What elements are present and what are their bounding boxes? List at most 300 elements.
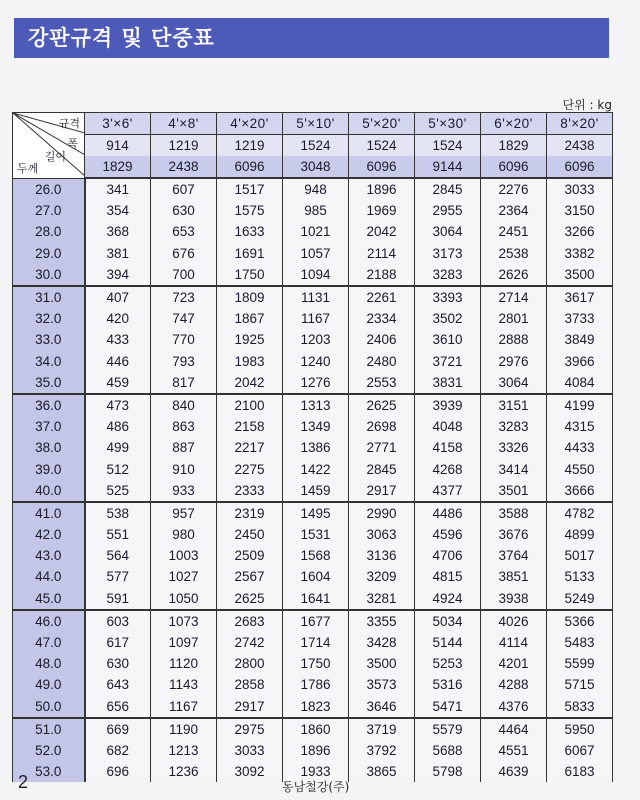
weight-cell: 2698 bbox=[349, 416, 415, 437]
weight-cell: 3283 bbox=[415, 264, 481, 286]
weight-cell: 5798 bbox=[415, 761, 481, 782]
table-row bbox=[13, 351, 613, 372]
weight-cell: 1633 bbox=[217, 221, 283, 242]
weight-cell: 2480 bbox=[349, 351, 415, 372]
length-header-row bbox=[13, 156, 613, 178]
weight-cell: 4550 bbox=[547, 458, 613, 479]
thickness-cell: 53.0 bbox=[13, 761, 85, 782]
corner-width-label: 폭 bbox=[67, 138, 78, 150]
thickness-cell: 27.0 bbox=[13, 200, 85, 221]
weight-cell: 2888 bbox=[481, 329, 547, 350]
weight-cell: 4315 bbox=[547, 416, 613, 437]
weight-cell: 3646 bbox=[349, 696, 415, 718]
width-header-cell: 1524 bbox=[349, 135, 415, 157]
corner-spec-label: 규격 bbox=[58, 118, 80, 130]
table-row bbox=[13, 458, 613, 479]
weight-cell: 4899 bbox=[547, 524, 613, 545]
weight-cell: 1750 bbox=[283, 653, 349, 674]
table-row bbox=[13, 696, 613, 718]
weight-cell: 2858 bbox=[217, 674, 283, 695]
table-row bbox=[13, 437, 613, 458]
width-header-cell: 1829 bbox=[481, 135, 547, 157]
weight-cell: 1073 bbox=[151, 610, 217, 632]
weight-cell: 1276 bbox=[283, 372, 349, 394]
weight-cell: 3849 bbox=[547, 329, 613, 350]
weight-cell: 630 bbox=[85, 653, 151, 674]
weight-cell: 2714 bbox=[481, 286, 547, 308]
weight-cell: 3033 bbox=[547, 178, 613, 200]
table-row bbox=[13, 610, 613, 632]
weight-cell: 2334 bbox=[349, 308, 415, 329]
weight-cell: 1240 bbox=[283, 351, 349, 372]
length-header-cell: 6096 bbox=[217, 156, 283, 178]
weight-cell: 1349 bbox=[283, 416, 349, 437]
weight-cell: 1050 bbox=[151, 588, 217, 610]
weight-cell: 2917 bbox=[217, 696, 283, 718]
length-header-cell: 6096 bbox=[547, 156, 613, 178]
weight-cell: 3355 bbox=[349, 610, 415, 632]
thickness-cell: 35.0 bbox=[13, 372, 85, 394]
weight-cell: 3393 bbox=[415, 286, 481, 308]
weight-cell: 1860 bbox=[283, 718, 349, 740]
weight-cell: 3851 bbox=[481, 566, 547, 587]
thickness-cell: 42.0 bbox=[13, 524, 85, 545]
company-name: 동남철강(주) bbox=[282, 780, 350, 794]
weight-cell: 3966 bbox=[547, 351, 613, 372]
weight-cell: 3610 bbox=[415, 329, 481, 350]
weight-cell: 2553 bbox=[349, 372, 415, 394]
thickness-cell: 28.0 bbox=[13, 221, 85, 242]
table-row bbox=[13, 308, 613, 329]
weight-cell: 2450 bbox=[217, 524, 283, 545]
weight-cell: 5950 bbox=[547, 718, 613, 740]
length-header-cell: 1829 bbox=[85, 156, 151, 178]
page-number: 2 bbox=[18, 772, 29, 792]
thickness-cell: 33.0 bbox=[13, 329, 85, 350]
weight-cell: 591 bbox=[85, 588, 151, 610]
corner-thickness-label: 두께 bbox=[17, 163, 39, 175]
weight-cell: 5483 bbox=[547, 632, 613, 653]
weight-cell: 1969 bbox=[349, 200, 415, 221]
weight-cell: 1057 bbox=[283, 243, 349, 264]
weight-cell: 2976 bbox=[481, 351, 547, 372]
thickness-cell: 39.0 bbox=[13, 458, 85, 479]
weight-cell: 4377 bbox=[415, 480, 481, 502]
weight-cell: 1097 bbox=[151, 632, 217, 653]
width-header-cell: 2438 bbox=[547, 135, 613, 157]
thickness-cell: 34.0 bbox=[13, 351, 85, 372]
thickness-cell: 51.0 bbox=[13, 718, 85, 740]
page-title: 강판규격 및 단중표 bbox=[28, 26, 215, 50]
thickness-cell: 36.0 bbox=[13, 394, 85, 416]
weight-cell: 643 bbox=[85, 674, 151, 695]
weight-cell: 1786 bbox=[283, 674, 349, 695]
weight-cell: 1094 bbox=[283, 264, 349, 286]
weight-cell: 551 bbox=[85, 524, 151, 545]
weight-cell: 4158 bbox=[415, 437, 481, 458]
weight-cell: 3733 bbox=[547, 308, 613, 329]
weight-cell: 4084 bbox=[547, 372, 613, 394]
weight-cell: 793 bbox=[151, 351, 217, 372]
weight-cell: 1691 bbox=[217, 243, 283, 264]
weight-cell: 6067 bbox=[547, 740, 613, 761]
weight-cell: 525 bbox=[85, 480, 151, 502]
table-row bbox=[13, 588, 613, 610]
weight-cell: 1027 bbox=[151, 566, 217, 587]
weight-cell: 1925 bbox=[217, 329, 283, 350]
table-row bbox=[13, 394, 613, 416]
weight-cell: 980 bbox=[151, 524, 217, 545]
weight-table bbox=[12, 112, 613, 782]
weight-cell: 696 bbox=[85, 761, 151, 782]
table-row bbox=[13, 545, 613, 566]
size-header-cell: 6'×20' bbox=[481, 113, 547, 135]
weight-cell: 577 bbox=[85, 566, 151, 587]
weight-cell: 341 bbox=[85, 178, 151, 200]
weight-cell: 5715 bbox=[547, 674, 613, 695]
table-row bbox=[13, 243, 613, 264]
weight-cell: 1531 bbox=[283, 524, 349, 545]
weight-cell: 4815 bbox=[415, 566, 481, 587]
weight-cell: 5366 bbox=[547, 610, 613, 632]
weight-cell: 1167 bbox=[283, 308, 349, 329]
thickness-cell: 45.0 bbox=[13, 588, 85, 610]
weight-cell: 3721 bbox=[415, 351, 481, 372]
weight-cell: 2406 bbox=[349, 329, 415, 350]
weight-cell: 486 bbox=[85, 416, 151, 437]
weight-cell: 1750 bbox=[217, 264, 283, 286]
weight-cell: 4486 bbox=[415, 502, 481, 524]
weight-cell: 682 bbox=[85, 740, 151, 761]
weight-cell: 3064 bbox=[481, 372, 547, 394]
weight-cell: 3209 bbox=[349, 566, 415, 587]
width-header-cell: 1524 bbox=[283, 135, 349, 157]
weight-cell: 4268 bbox=[415, 458, 481, 479]
weight-cell: 5034 bbox=[415, 610, 481, 632]
weight-cell: 840 bbox=[151, 394, 217, 416]
weight-cell: 933 bbox=[151, 480, 217, 502]
weight-cell: 2801 bbox=[481, 308, 547, 329]
weight-cell: 3500 bbox=[547, 264, 613, 286]
weight-cell: 2625 bbox=[217, 588, 283, 610]
weight-cell: 2333 bbox=[217, 480, 283, 502]
weight-cell: 3266 bbox=[547, 221, 613, 242]
weight-cell: 4288 bbox=[481, 674, 547, 695]
table-row bbox=[13, 566, 613, 587]
width-header-cell: 1524 bbox=[415, 135, 481, 157]
weight-cell: 2845 bbox=[349, 458, 415, 479]
weight-cell: 4026 bbox=[481, 610, 547, 632]
weight-cell: 3764 bbox=[481, 545, 547, 566]
weight-cell: 1677 bbox=[283, 610, 349, 632]
width-header-cell: 1219 bbox=[151, 135, 217, 157]
weight-cell: 538 bbox=[85, 502, 151, 524]
weight-cell: 2800 bbox=[217, 653, 283, 674]
weight-cell: 2955 bbox=[415, 200, 481, 221]
weight-cell: 407 bbox=[85, 286, 151, 308]
weight-cell: 2538 bbox=[481, 243, 547, 264]
thickness-cell: 29.0 bbox=[13, 243, 85, 264]
table-row bbox=[13, 286, 613, 308]
weight-cell: 957 bbox=[151, 502, 217, 524]
size-header-cell: 8'×20' bbox=[547, 113, 613, 135]
weight-cell: 3063 bbox=[349, 524, 415, 545]
thickness-cell: 43.0 bbox=[13, 545, 85, 566]
weight-cell: 1190 bbox=[151, 718, 217, 740]
table-row bbox=[13, 653, 613, 674]
size-header-cell: 5'×10' bbox=[283, 113, 349, 135]
weight-cell: 2567 bbox=[217, 566, 283, 587]
thickness-cell: 26.0 bbox=[13, 178, 85, 200]
weight-cell: 3092 bbox=[217, 761, 283, 782]
thickness-cell: 48.0 bbox=[13, 653, 85, 674]
weight-cell: 5249 bbox=[547, 588, 613, 610]
weight-cell: 3588 bbox=[481, 502, 547, 524]
width-header-cell: 1219 bbox=[217, 135, 283, 157]
weight-cell: 3414 bbox=[481, 458, 547, 479]
size-header-cell: 5'×20' bbox=[349, 113, 415, 135]
thickness-cell: 47.0 bbox=[13, 632, 85, 653]
weight-cell: 1823 bbox=[283, 696, 349, 718]
table-row bbox=[13, 674, 613, 695]
weight-cell: 354 bbox=[85, 200, 151, 221]
weight-cell: 6183 bbox=[547, 761, 613, 782]
weight-cell: 2188 bbox=[349, 264, 415, 286]
length-header-cell: 9144 bbox=[415, 156, 481, 178]
table-row bbox=[13, 178, 613, 200]
weight-cell: 4048 bbox=[415, 416, 481, 437]
weight-cell: 3676 bbox=[481, 524, 547, 545]
weight-cell: 1131 bbox=[283, 286, 349, 308]
weight-cell: 3939 bbox=[415, 394, 481, 416]
weight-cell: 3500 bbox=[349, 653, 415, 674]
weight-cell: 2158 bbox=[217, 416, 283, 437]
table-row bbox=[13, 502, 613, 524]
weight-cell: 1143 bbox=[151, 674, 217, 695]
weight-cell: 5833 bbox=[547, 696, 613, 718]
weight-cell: 723 bbox=[151, 286, 217, 308]
weight-cell: 5017 bbox=[547, 545, 613, 566]
weight-cell: 1714 bbox=[283, 632, 349, 653]
weight-cell: 863 bbox=[151, 416, 217, 437]
page-title-banner bbox=[14, 18, 609, 58]
thickness-cell: 37.0 bbox=[13, 416, 85, 437]
weight-cell: 1021 bbox=[283, 221, 349, 242]
weight-cell: 607 bbox=[151, 178, 217, 200]
weight-cell: 2319 bbox=[217, 502, 283, 524]
corner-header-cell bbox=[13, 113, 85, 179]
weight-cell: 5599 bbox=[547, 653, 613, 674]
weight-cell: 2114 bbox=[349, 243, 415, 264]
weight-cell: 1604 bbox=[283, 566, 349, 587]
weight-cell: 2451 bbox=[481, 221, 547, 242]
weight-cell: 2917 bbox=[349, 480, 415, 502]
weight-cell: 1459 bbox=[283, 480, 349, 502]
weight-cell: 3617 bbox=[547, 286, 613, 308]
width-header-cell: 914 bbox=[85, 135, 151, 157]
weight-cell: 617 bbox=[85, 632, 151, 653]
weight-cell: 3792 bbox=[349, 740, 415, 761]
weight-cell: 4782 bbox=[547, 502, 613, 524]
thickness-cell: 52.0 bbox=[13, 740, 85, 761]
weight-cell: 1896 bbox=[283, 740, 349, 761]
thickness-cell: 30.0 bbox=[13, 264, 85, 286]
weight-cell: 3173 bbox=[415, 243, 481, 264]
size-header-cell: 4'×8' bbox=[151, 113, 217, 135]
table-row bbox=[13, 524, 613, 545]
weight-cell: 4201 bbox=[481, 653, 547, 674]
weight-cell: 4639 bbox=[481, 761, 547, 782]
weight-cell: 5688 bbox=[415, 740, 481, 761]
weight-cell: 1213 bbox=[151, 740, 217, 761]
weight-cell: 1003 bbox=[151, 545, 217, 566]
weight-cell: 3865 bbox=[349, 761, 415, 782]
weight-cell: 2276 bbox=[481, 178, 547, 200]
weight-cell: 3064 bbox=[415, 221, 481, 242]
thickness-cell: 50.0 bbox=[13, 696, 85, 718]
weight-cell: 368 bbox=[85, 221, 151, 242]
weight-cell: 1495 bbox=[283, 502, 349, 524]
weight-cell: 3151 bbox=[481, 394, 547, 416]
weight-cell: 4199 bbox=[547, 394, 613, 416]
weight-cell: 4376 bbox=[481, 696, 547, 718]
weight-cell: 4433 bbox=[547, 437, 613, 458]
weight-cell: 3281 bbox=[349, 588, 415, 610]
thickness-cell: 31.0 bbox=[13, 286, 85, 308]
weight-cell: 3938 bbox=[481, 588, 547, 610]
weight-cell: 2275 bbox=[217, 458, 283, 479]
weight-cell: 3501 bbox=[481, 480, 547, 502]
weight-cell: 3283 bbox=[481, 416, 547, 437]
weight-cell: 2042 bbox=[217, 372, 283, 394]
weight-cell: 1167 bbox=[151, 696, 217, 718]
table-row bbox=[13, 740, 613, 761]
weight-cell: 4706 bbox=[415, 545, 481, 566]
weight-cell: 3666 bbox=[547, 480, 613, 502]
weight-cell: 3136 bbox=[349, 545, 415, 566]
weight-cell: 1983 bbox=[217, 351, 283, 372]
weight-cell: 381 bbox=[85, 243, 151, 264]
weight-cell: 2742 bbox=[217, 632, 283, 653]
thickness-cell: 38.0 bbox=[13, 437, 85, 458]
weight-cell: 1422 bbox=[283, 458, 349, 479]
weight-cell: 1517 bbox=[217, 178, 283, 200]
weight-cell: 747 bbox=[151, 308, 217, 329]
weight-cell: 676 bbox=[151, 243, 217, 264]
table-row bbox=[13, 221, 613, 242]
weight-cell: 3382 bbox=[547, 243, 613, 264]
length-header-cell: 6096 bbox=[349, 156, 415, 178]
weight-cell: 5579 bbox=[415, 718, 481, 740]
weight-cell: 1809 bbox=[217, 286, 283, 308]
weight-cell: 3831 bbox=[415, 372, 481, 394]
weight-cell: 5471 bbox=[415, 696, 481, 718]
weight-cell: 1896 bbox=[349, 178, 415, 200]
weight-cell: 653 bbox=[151, 221, 217, 242]
weight-cell: 4596 bbox=[415, 524, 481, 545]
weight-cell: 3428 bbox=[349, 632, 415, 653]
weight-cell: 656 bbox=[85, 696, 151, 718]
weight-cell: 459 bbox=[85, 372, 151, 394]
size-header-row bbox=[13, 113, 613, 135]
weight-cell: 1236 bbox=[151, 761, 217, 782]
width-header-row bbox=[13, 135, 613, 157]
thickness-cell: 40.0 bbox=[13, 480, 85, 502]
weight-cell: 2771 bbox=[349, 437, 415, 458]
weight-cell: 948 bbox=[283, 178, 349, 200]
weight-cell: 669 bbox=[85, 718, 151, 740]
weight-cell: 564 bbox=[85, 545, 151, 566]
weight-cell: 985 bbox=[283, 200, 349, 221]
weight-cell: 446 bbox=[85, 351, 151, 372]
weight-cell: 3033 bbox=[217, 740, 283, 761]
weight-cell: 2042 bbox=[349, 221, 415, 242]
length-header-cell: 3048 bbox=[283, 156, 349, 178]
weight-cell: 394 bbox=[85, 264, 151, 286]
weight-cell: 630 bbox=[151, 200, 217, 221]
weight-cell: 3326 bbox=[481, 437, 547, 458]
weight-cell: 2100 bbox=[217, 394, 283, 416]
unit-label: 단위 : kg bbox=[562, 98, 612, 112]
weight-cell: 5253 bbox=[415, 653, 481, 674]
weight-cell: 2990 bbox=[349, 502, 415, 524]
weight-cell: 817 bbox=[151, 372, 217, 394]
weight-cell: 770 bbox=[151, 329, 217, 350]
weight-cell: 1568 bbox=[283, 545, 349, 566]
weight-cell: 2845 bbox=[415, 178, 481, 200]
weight-cell: 1313 bbox=[283, 394, 349, 416]
weight-cell: 433 bbox=[85, 329, 151, 350]
weight-cell: 3502 bbox=[415, 308, 481, 329]
size-header-cell: 3'×6' bbox=[85, 113, 151, 135]
weight-cell: 2261 bbox=[349, 286, 415, 308]
weight-cell: 2683 bbox=[217, 610, 283, 632]
weight-cell: 2975 bbox=[217, 718, 283, 740]
weight-cell: 4114 bbox=[481, 632, 547, 653]
length-header-cell: 2438 bbox=[151, 156, 217, 178]
table-row bbox=[13, 632, 613, 653]
weight-cell: 473 bbox=[85, 394, 151, 416]
weight-cell: 1386 bbox=[283, 437, 349, 458]
weight-cell: 2509 bbox=[217, 545, 283, 566]
weight-cell: 1641 bbox=[283, 588, 349, 610]
weight-cell: 5316 bbox=[415, 674, 481, 695]
weight-cell: 2364 bbox=[481, 200, 547, 221]
table-row bbox=[13, 718, 613, 740]
weight-cell: 1867 bbox=[217, 308, 283, 329]
thickness-cell: 46.0 bbox=[13, 610, 85, 632]
thickness-cell: 49.0 bbox=[13, 674, 85, 695]
corner-length-label: 길이 bbox=[44, 151, 66, 163]
weight-cell: 499 bbox=[85, 437, 151, 458]
weight-cell: 2625 bbox=[349, 394, 415, 416]
weight-cell: 1933 bbox=[283, 761, 349, 782]
weight-cell: 2217 bbox=[217, 437, 283, 458]
weight-cell: 3150 bbox=[547, 200, 613, 221]
weight-cell: 4924 bbox=[415, 588, 481, 610]
weight-cell: 4464 bbox=[481, 718, 547, 740]
weight-cell: 2626 bbox=[481, 264, 547, 286]
weight-cell: 1575 bbox=[217, 200, 283, 221]
table-row bbox=[13, 416, 613, 437]
thickness-cell: 32.0 bbox=[13, 308, 85, 329]
thickness-cell: 44.0 bbox=[13, 566, 85, 587]
size-header-cell: 4'×20' bbox=[217, 113, 283, 135]
table-row bbox=[13, 264, 613, 286]
table-row bbox=[13, 372, 613, 394]
weight-cell: 3573 bbox=[349, 674, 415, 695]
weight-cell: 700 bbox=[151, 264, 217, 286]
